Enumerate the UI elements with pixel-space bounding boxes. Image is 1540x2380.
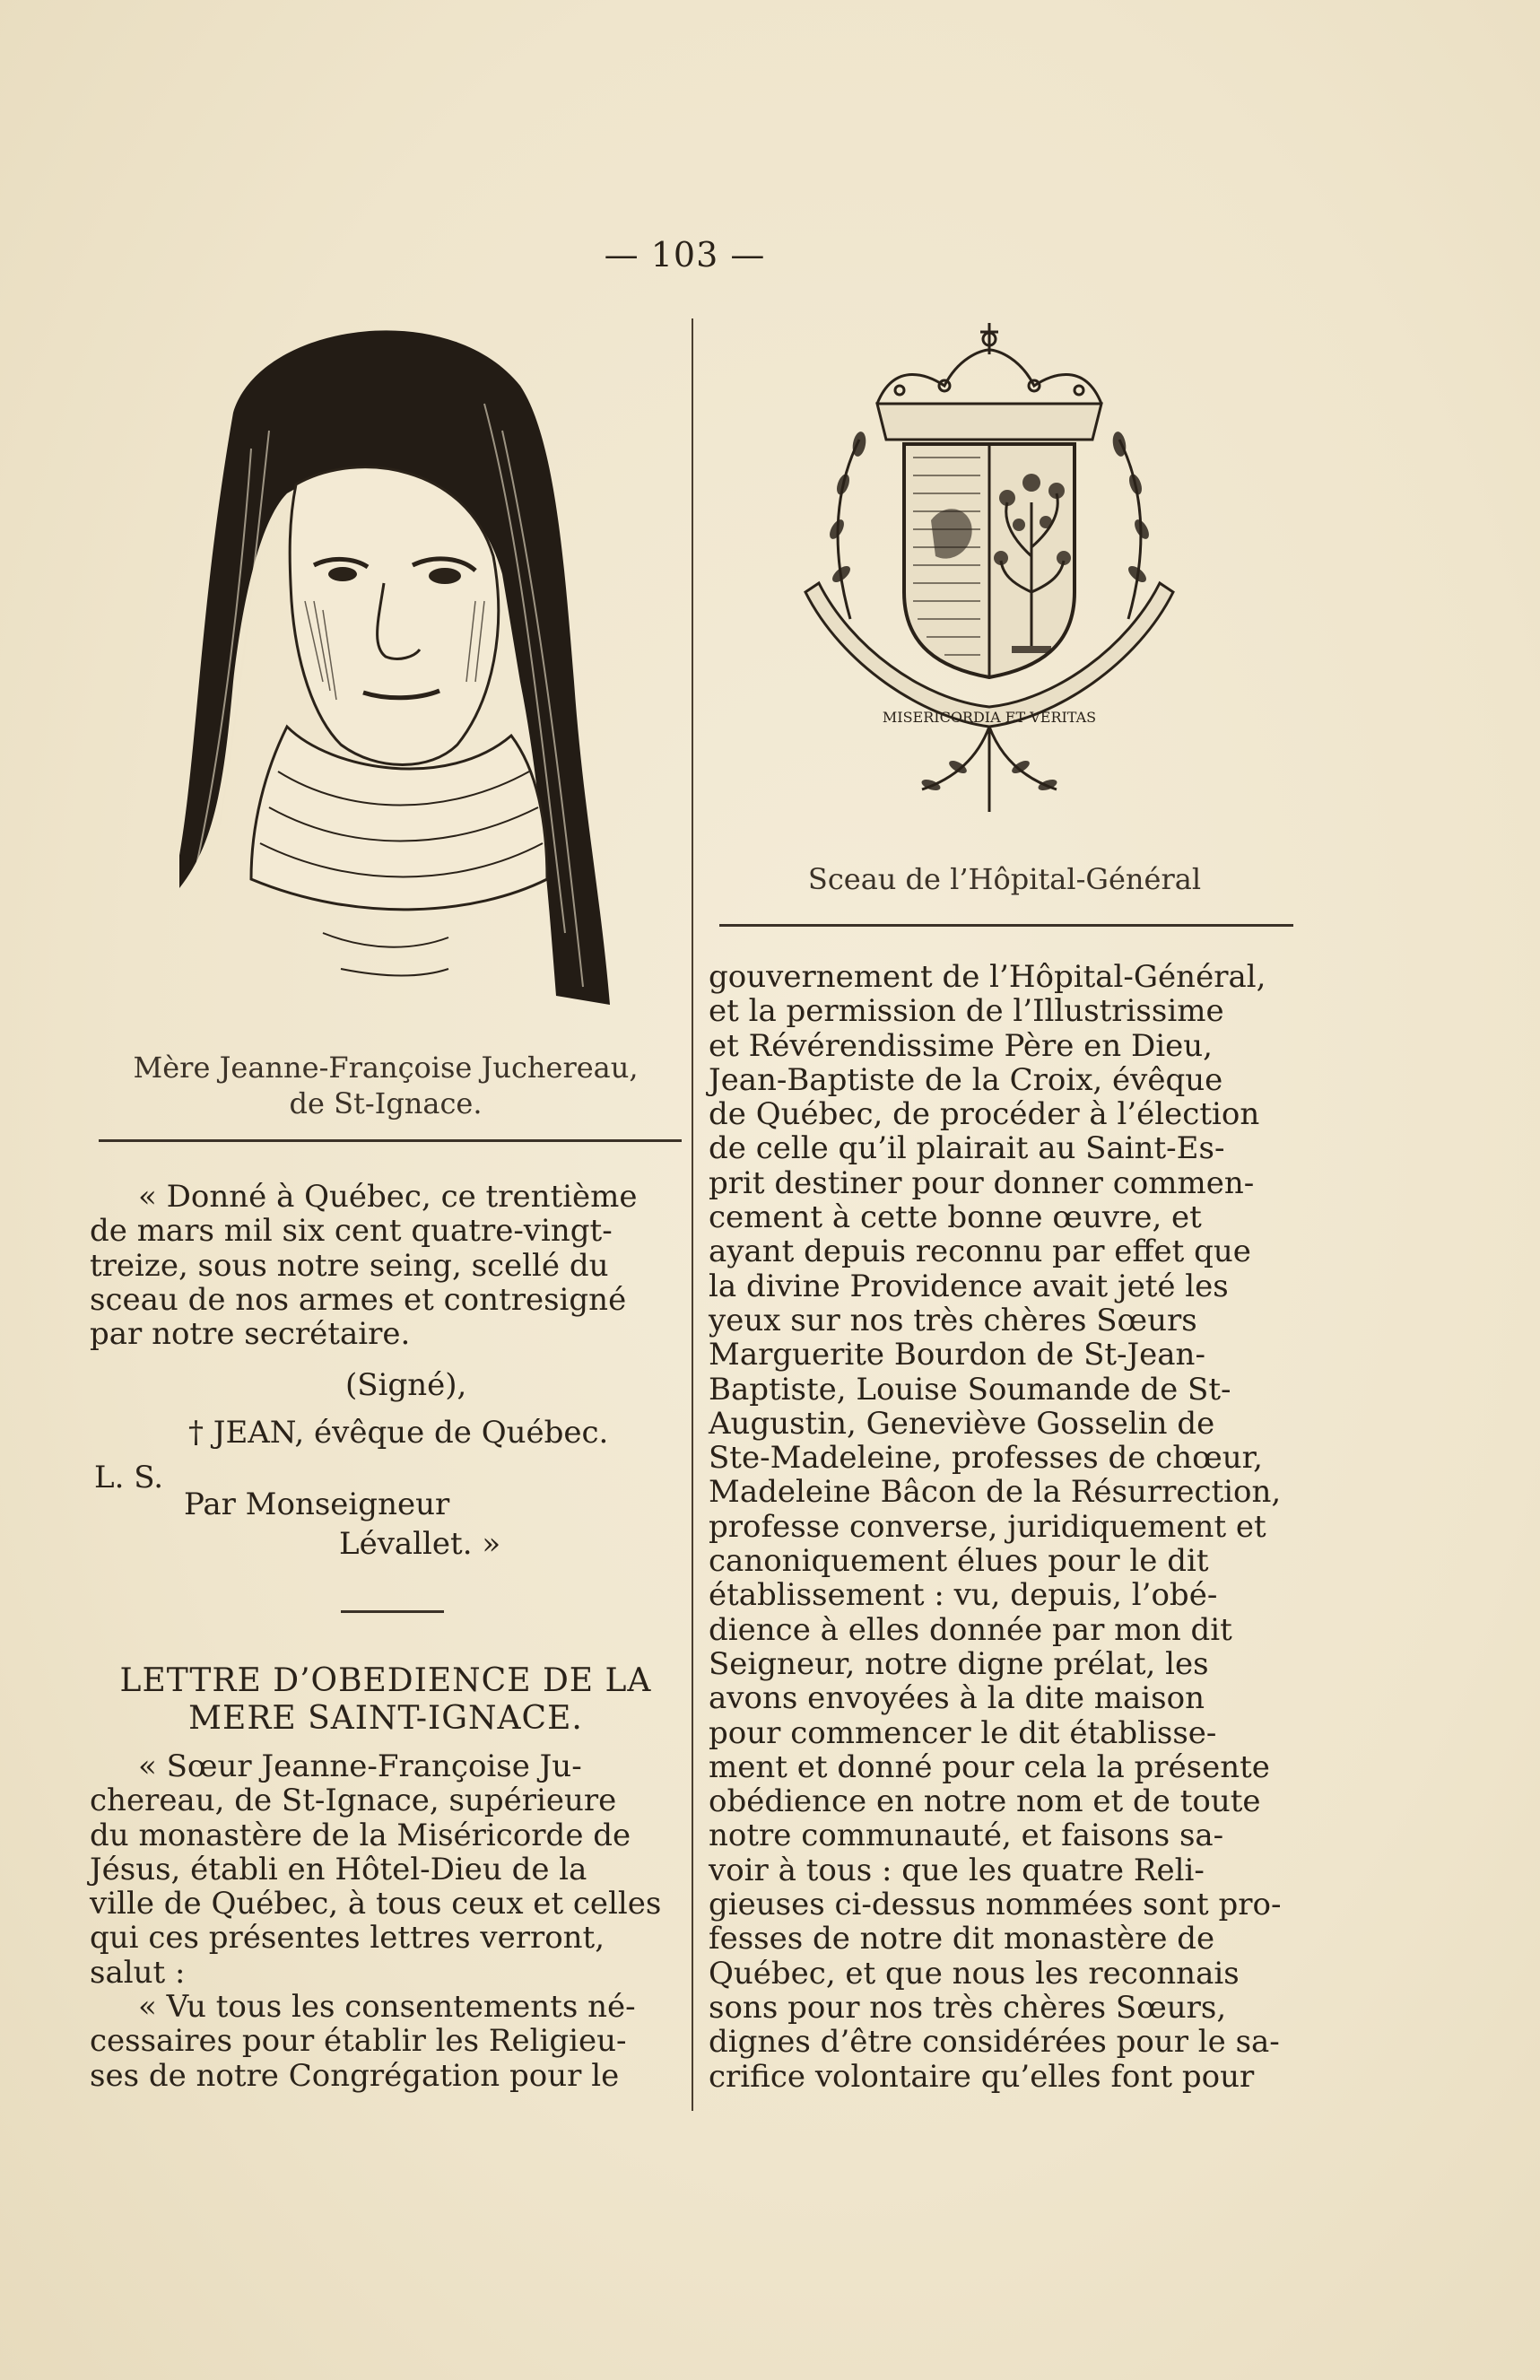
body-line: dience à elles donnée par mon dit	[709, 1611, 1232, 1648]
portrait-caption-line1: Mère Jeanne-Françoise Juchereau,	[133, 1051, 639, 1085]
body-line: Québec, et que nous les reconnais	[709, 1955, 1240, 1992]
body-line: cement à cette bonne œuvre, et	[709, 1199, 1202, 1236]
body-line: ment et donné pour cela la présente	[709, 1748, 1270, 1785]
body-line: gieuses ci-dessus nommées sont pro-	[709, 1887, 1282, 1923]
par-monseigneur: Par Monseigneur	[184, 1486, 450, 1522]
body-line: Ste-Madeleine, professes de chœur,	[709, 1440, 1263, 1477]
right-body	[709, 960, 1292, 2094]
letter-line: « Donné à Québec, ce trentième	[138, 1179, 638, 1215]
body-line: la divine Providence avait jeté les	[709, 1268, 1229, 1304]
body-line: et Révérendissime Père en Dieu,	[709, 1027, 1213, 1064]
signe-label: (Signé),	[345, 1367, 467, 1403]
body-line: qui ces présentes lettres verront,	[90, 1920, 605, 1957]
body-line: de Québec, de procéder à l’élection	[709, 1096, 1260, 1133]
seal-illustration	[787, 323, 1191, 825]
caption-rule	[99, 1139, 682, 1142]
body-line: « Sœur Jeanne-Françoise Ju-	[138, 1748, 582, 1784]
left-body	[90, 1749, 682, 2093]
body-line: Augustin, Geneviève Gosselin de	[709, 1405, 1215, 1442]
letter-line: sceau de nos armes et contresigné	[90, 1281, 627, 1318]
body-line: yeux sur nos très chères Sœurs	[709, 1302, 1197, 1338]
portrait-illustration	[179, 305, 610, 1023]
section-heading	[90, 1662, 682, 1738]
body-line: pour commencer le dit établisse-	[709, 1714, 1217, 1751]
body-line: notre communauté, et faisons sa-	[709, 1818, 1224, 1854]
body-line: ses de notre Congrégation pour le	[90, 2057, 620, 2094]
body-line: avons envoyées à la dite maison	[709, 1680, 1205, 1717]
levallet: Lévallet. »	[339, 1526, 501, 1562]
body-line: Madeleine Bâcon de la Résurrection,	[709, 1474, 1282, 1511]
bishop-signature: † JEAN, évêque de Québec.	[188, 1415, 609, 1451]
body-line: Seigneur, notre digne prélat, les	[709, 1645, 1209, 1682]
body-line: Baptiste, Louise Soumande de St-	[709, 1371, 1231, 1408]
seal-motto: MISERICORDIA ET VERITAS	[882, 709, 1097, 726]
body-line: salut :	[90, 1954, 186, 1991]
ls-mark: L. S.	[94, 1460, 164, 1495]
body-line: fesses de notre dit monastère de	[709, 1921, 1215, 1957]
portrait-caption-line2: de St-Ignace.	[289, 1086, 483, 1120]
body-line: gouvernement de l’Hôpital-Général,	[709, 959, 1266, 995]
page-number: — 103 —	[604, 235, 766, 275]
body-line: ville de Québec, à tous ceux et celles	[90, 1886, 662, 1922]
portrait-caption	[90, 1050, 682, 1121]
seal-rule	[719, 924, 1293, 927]
letter-line: treize, sous notre seing, scellé du	[90, 1247, 609, 1284]
body-line: crifice volontaire qu’elles font pour	[709, 2058, 1255, 2095]
heading-line1: LETTRE D’OBEDIENCE DE LA	[119, 1662, 652, 1699]
letter-closing	[90, 1180, 682, 1351]
column-divider	[692, 318, 693, 2111]
body-line: professe converse, juridiquement et	[709, 1508, 1266, 1545]
body-line: obédience en notre nom et de toute	[709, 1783, 1261, 1820]
body-line: du monastère de la Miséricorde de	[90, 1817, 631, 1853]
body-line: canoniquement élues pour le dit	[709, 1543, 1209, 1580]
body-line: Jean-Baptiste de la Croix, évêque	[709, 1061, 1223, 1098]
body-line: de celle qu’il plairait au Saint-Es-	[709, 1130, 1225, 1167]
heading-line2: MERE SAINT-IGNACE.	[188, 1700, 583, 1737]
body-line: « Vu tous les consentements né-	[138, 1989, 636, 2026]
seal-caption: Sceau de l’Hôpital-Général	[807, 862, 1202, 896]
section-rule	[341, 1610, 444, 1613]
body-line: Jésus, établi en Hôtel-Dieu de la	[90, 1851, 587, 1887]
letter-line: de mars mil six cent quatre-vingt-	[90, 1213, 613, 1250]
body-line: voir à tous : que les quatre Reli-	[709, 1852, 1205, 1888]
body-line: dignes d’être considérées pour le sa-	[709, 2024, 1280, 2061]
body-line: prit destiner pour donner commen-	[709, 1164, 1255, 1201]
body-line: sons pour nos très chères Sœurs,	[709, 1989, 1227, 2026]
body-line: chereau, de St-Ignace, supérieure	[90, 1783, 617, 1819]
body-line: cessaires pour établir les Religieu-	[90, 2023, 627, 2060]
letter-line: par notre secrétaire.	[90, 1316, 411, 1353]
body-line: établissement : vu, depuis, l’obé-	[709, 1577, 1218, 1614]
body-line: et la permission de l’Illustrissime	[709, 993, 1224, 1030]
body-line: ayant depuis reconnu par effet que	[709, 1234, 1251, 1270]
body-line: Marguerite Bourdon de St-Jean-	[709, 1337, 1205, 1373]
